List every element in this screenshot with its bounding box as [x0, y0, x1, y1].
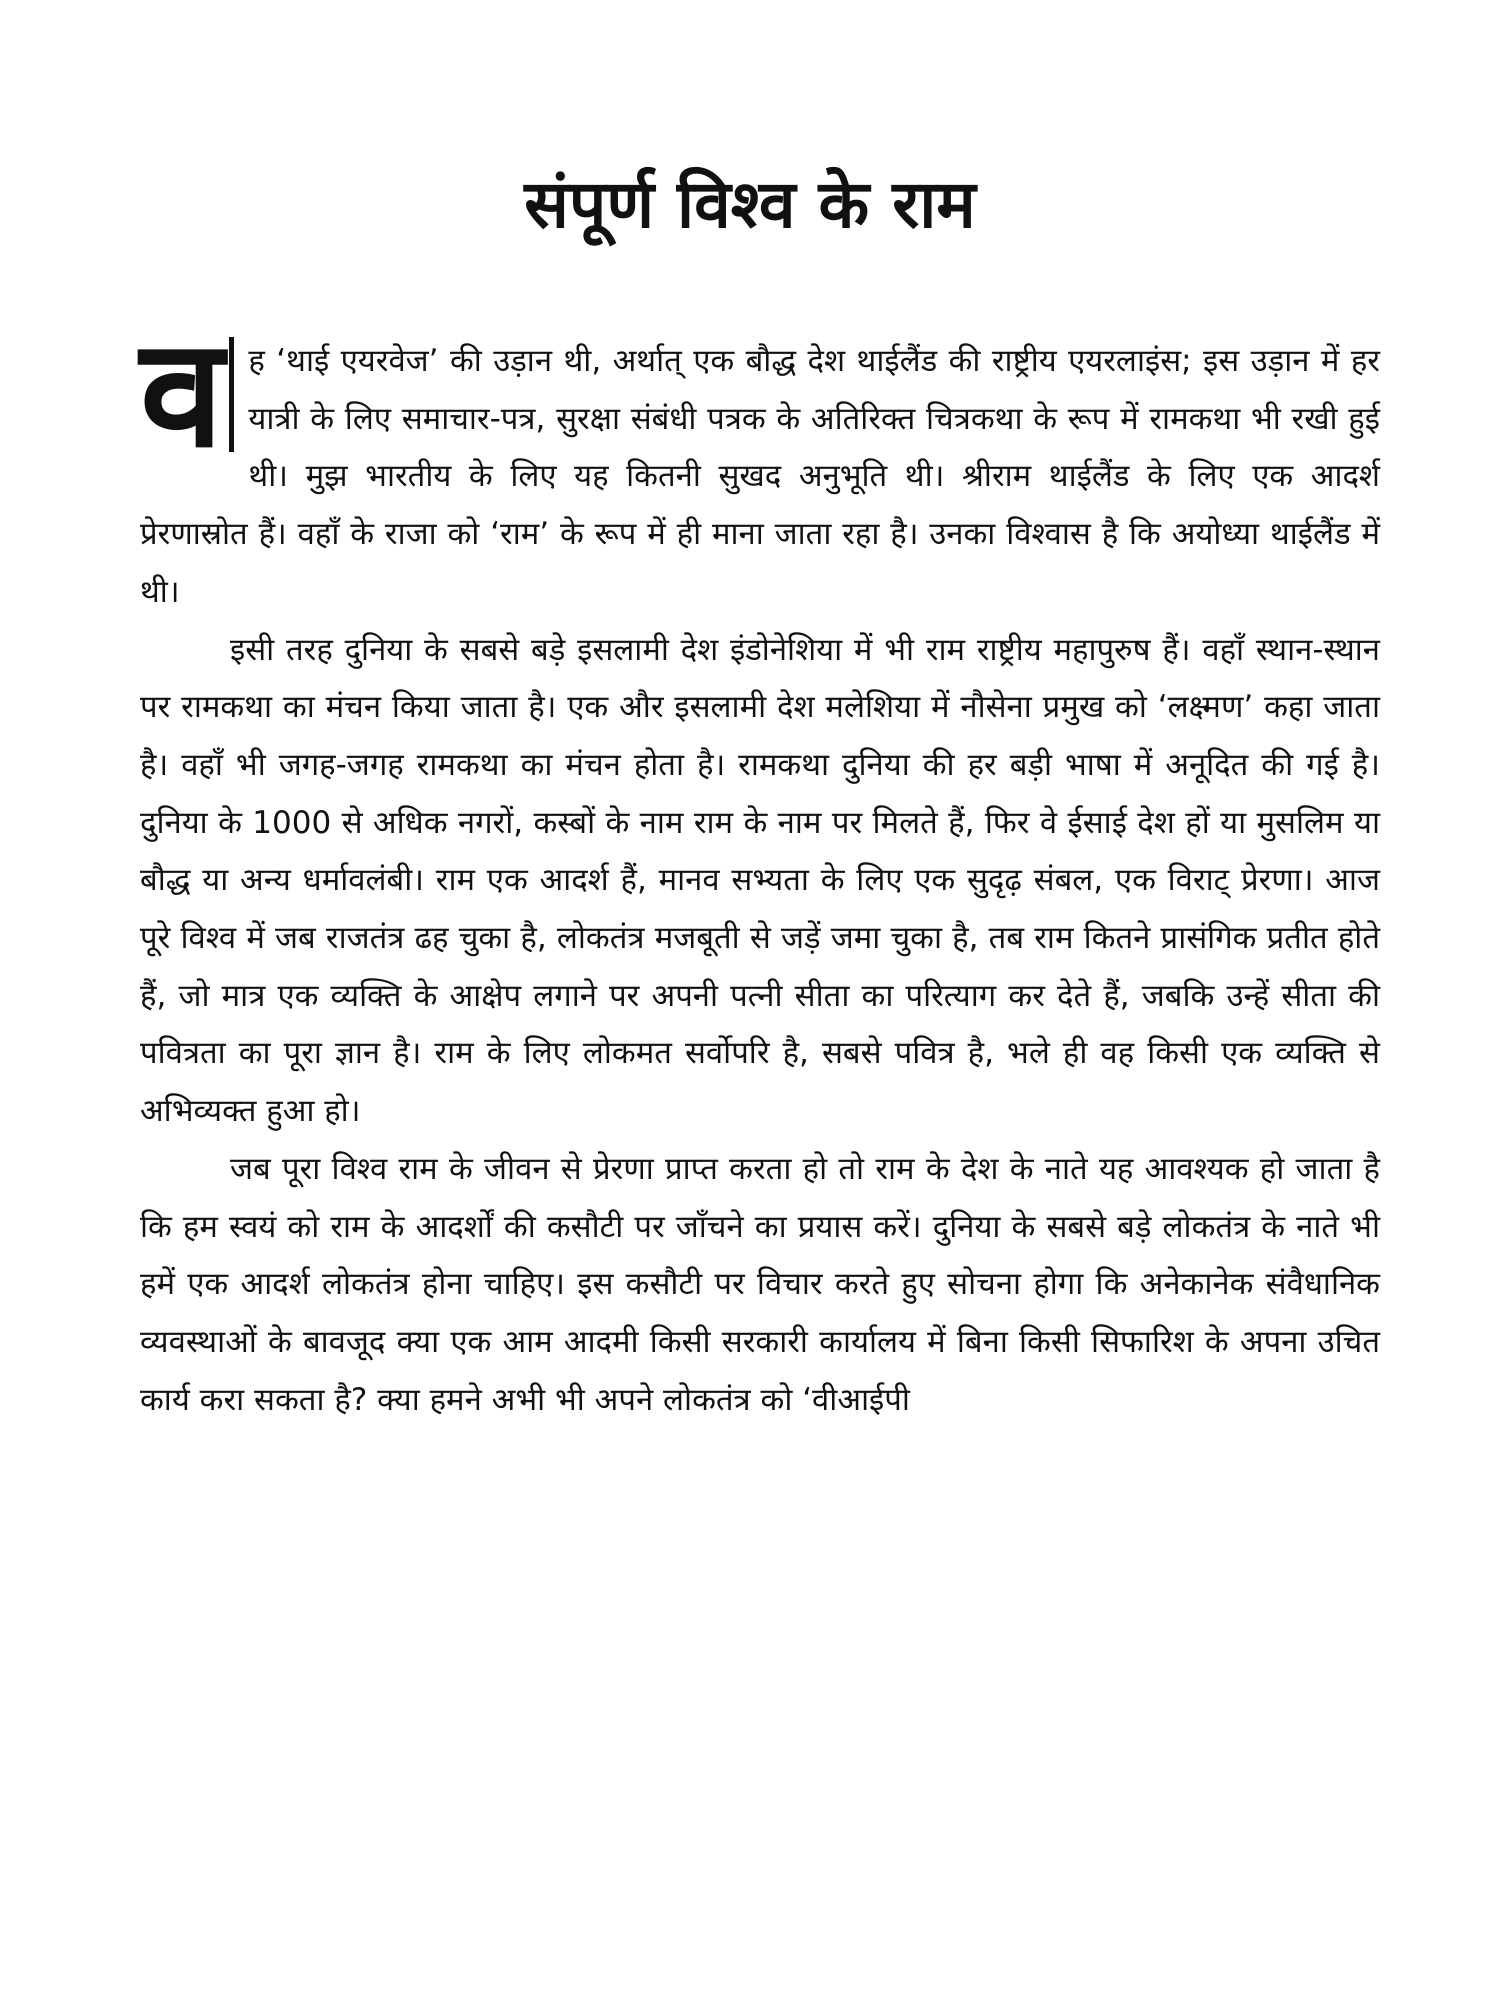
paragraph-3: जब पूरा विश्व राम के जीवन से प्रेरणा प्राप्त करता हो तो राम के देश के नाते यह आवश्यक हो जाता है कि हम स्वयं को राम के आदर्शों की कसौटी पर जाँचने का प्रयास करें। दुनिया के सबसे बड़े लोकतंत्र के नाते भी हमें एक आदर्श लोकतंत्र होना चाहिए। इस कसौटी पर विचार करते हुए सोचना होगा कि अनेकानेक संवैधानिक व्यवस्थाओं के बावजूद क्या एक आम आदमी किसी सरकारी कार्यालय में बिना किसी सिफारिश के अपना उचित कार्य करा सकता है? क्या हमने अभी भी अपने लोकतंत्र को ‘वीआईपी — [140, 1150, 1380, 1418]
chapter-body — [140, 307, 1380, 1429]
paragraph-1-text: ह ‘थाई एयरवेज’ की उड़ान थी, अर्थात् एक बौद्ध देश थाईलैंड की राष्ट्रीय एयरलाइंस; इस उड़ान में हर यात्री के लिए समाचार-पत्र, सुरक्षा संबंधी पत्रक के अतिरिक्त चित्रकथा के रूप में रामकथा भी रखी हुई थी। मुझ भारतीय के लिए यह कितनी सुखद अनुभूति थी। श्रीराम थाईलैंड के लिए एक आदर्श प्रेरणास्रोत हैं। वहाँ के राजा को ‘राम’ के रूप में ही माना जाता रहा है। उनका विश्वास है कि अयोध्या थाईलैंड में थी। — [140, 343, 1380, 610]
chapter-title: संपूर्ण विश्व के राम — [524, 166, 976, 243]
drop-cap: व — [140, 337, 234, 452]
paragraph-2: इसी तरह दुनिया के सबसे बड़े इसलामी देश इंडोनेशिया में भी राम राष्ट्रीय महापुरुष हैं। वहाँ स्थान-स्थान पर रामकथा का मंचन किया जाता है। एक और इसलामी देश मलेशिया में नौसेना प्रमुख को ‘लक्ष्मण’ कहा जाता है। वहाँ भी जगह-जगह रामकथा का मंचन होता है। रामकथा दुनिया की हर बड़ी भाषा में अनूदित की गई है। दुनिया के 1000 से अधिक नगरों, कस्बों के नाम राम के नाम पर मिलते हैं, फिर वे ईसाई देश हों या मुसलिम या बौद्ध या अन्य धर्मावलंबी। राम एक आदर्श हैं, मानव सभ्यता के लिए एक सुदृढ़ संबल, एक विराट् प्रेरणा। आज पूरे विश्व में जब राजतंत्र ढह चुका है, लोकतंत्र मजबूती से जड़ें जमा चुका है, तब राम कितने प्रासंगिक प्रतीत होते हैं, जो मात्र एक व्यक्ति के आक्षेप लगाने पर अपनी पत्नी सीता का परित्याग कर देते हैं, जबकि उन्हें सीता की पवित्रता का पूरा ज्ञान है। राम के लिए लोकमत सर्वोपरि है, सबसे पवित्र है, भले ही वह किसी एक व्यक्ति से अभिव्यक्त हुआ हो। — [140, 631, 1380, 1130]
paragraph-1 — [140, 307, 1380, 622]
